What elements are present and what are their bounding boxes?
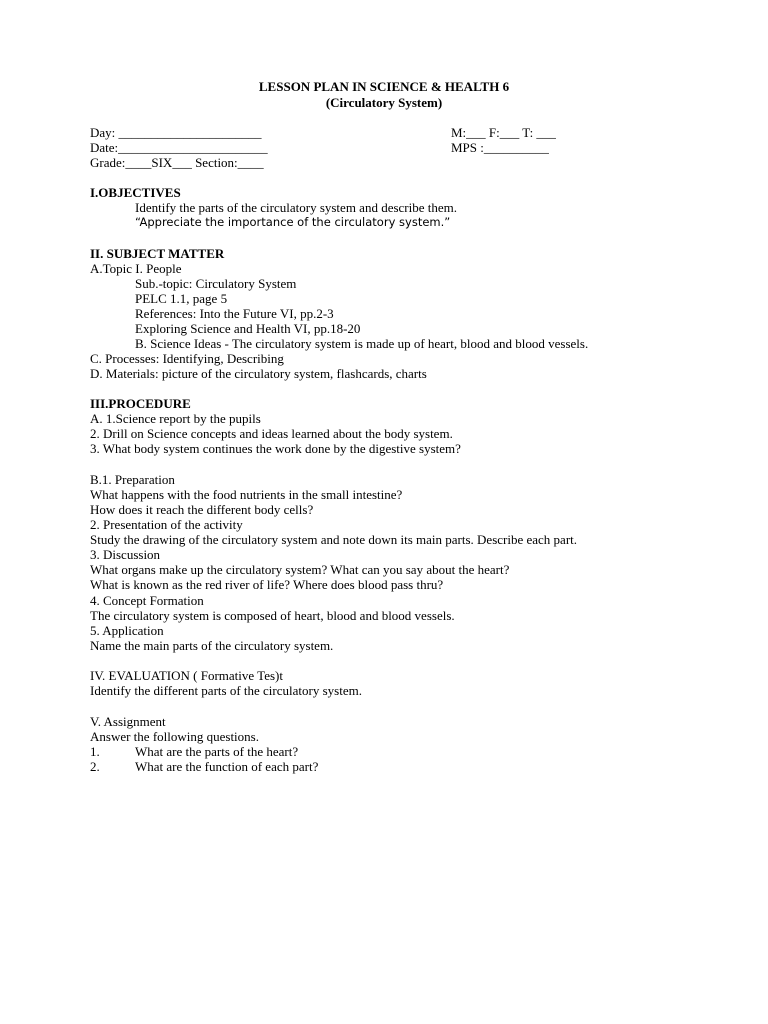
procedure-line: The circulatory system is composed of heart, blood and blood vessels. [90, 608, 455, 623]
subject-matter-heading: II. SUBJECT MATTER [90, 246, 225, 261]
concept-formation-heading: 4. Concept Formation [90, 593, 204, 608]
objective-item: “Appreciate the importance of the circulatory system.” [135, 215, 451, 229]
procedure-line: 2. Drill on Science concepts and ideas learned about the body system. [90, 426, 453, 441]
subtopic-line: Sub.-topic: Circulatory System [135, 276, 297, 291]
grade-field: Grade:____SIX___ Section:____ [90, 155, 264, 170]
reference-line: References: Into the Future VI, pp.2-3 [135, 306, 334, 321]
mps-field: MPS :__________ [451, 140, 549, 155]
assignment-item-text: What are the parts of the heart? [135, 744, 299, 759]
doc-title: LESSON PLAN IN SCIENCE & HEALTH 6 [258, 79, 510, 94]
doc-subtitle: (Circulatory System) [325, 95, 443, 110]
procedure-line: Study the drawing of the circulatory system and note down its main parts. Describe each part. [90, 532, 578, 547]
procedure-line: Name the main parts of the circulatory system. [90, 638, 334, 653]
evaluation-line: Identify the different parts of the circulatory system. [90, 683, 362, 698]
day-field: Day: ______________________ [90, 125, 262, 140]
objective-item: Identify the parts of the circulatory system and describe them. [135, 200, 458, 215]
science-ideas-line: B. Science Ideas - The circulatory system is made up of heart, blood and blood vessels. [135, 336, 589, 351]
procedure-line: 3. What body system continues the work done by the digestive system? [90, 441, 461, 456]
objectives-heading: I.OBJECTIVES [90, 185, 181, 200]
procedure-line: How does it reach the different body cells? [90, 502, 314, 517]
materials-line: D. Materials: picture of the circulatory system, flashcards, charts [90, 366, 427, 381]
procedure-line: What organs make up the circulatory system? What can you say about the heart? [90, 562, 510, 577]
procedure-heading: III.PROCEDURE [90, 396, 191, 411]
assignment-heading: V. Assignment [90, 714, 166, 729]
mft-field: M:___ F:___ T: ___ [451, 125, 556, 140]
procedure-line: What happens with the food nutrients in the small intestine? [90, 487, 403, 502]
discussion-heading: 3. Discussion [90, 547, 161, 562]
reference-line: Exploring Science and Health VI, pp.18-20 [135, 321, 361, 336]
procedure-line: What is known as the red river of life? Where does blood pass thru? [90, 577, 444, 592]
assignment-item-number: 1. [90, 744, 100, 759]
processes-line: C. Processes: Identifying, Describing [90, 351, 284, 366]
topic-line: A.Topic I. People [90, 261, 182, 276]
application-heading: 5. Application [90, 623, 164, 638]
assignment-item-text: What are the function of each part? [135, 759, 319, 774]
preparation-heading: B.1. Preparation [90, 472, 175, 487]
presentation-heading: 2. Presentation of the activity [90, 517, 243, 532]
assignment-item-number: 2. [90, 759, 100, 774]
evaluation-heading: IV. EVALUATION ( Formative Tes)t [90, 668, 283, 683]
procedure-line: A. 1.Science report by the pupils [90, 411, 261, 426]
pelc-line: PELC 1.1, page 5 [135, 291, 228, 306]
assignment-intro: Answer the following questions. [90, 729, 259, 744]
date-field: Date:_______________________ [90, 140, 268, 155]
